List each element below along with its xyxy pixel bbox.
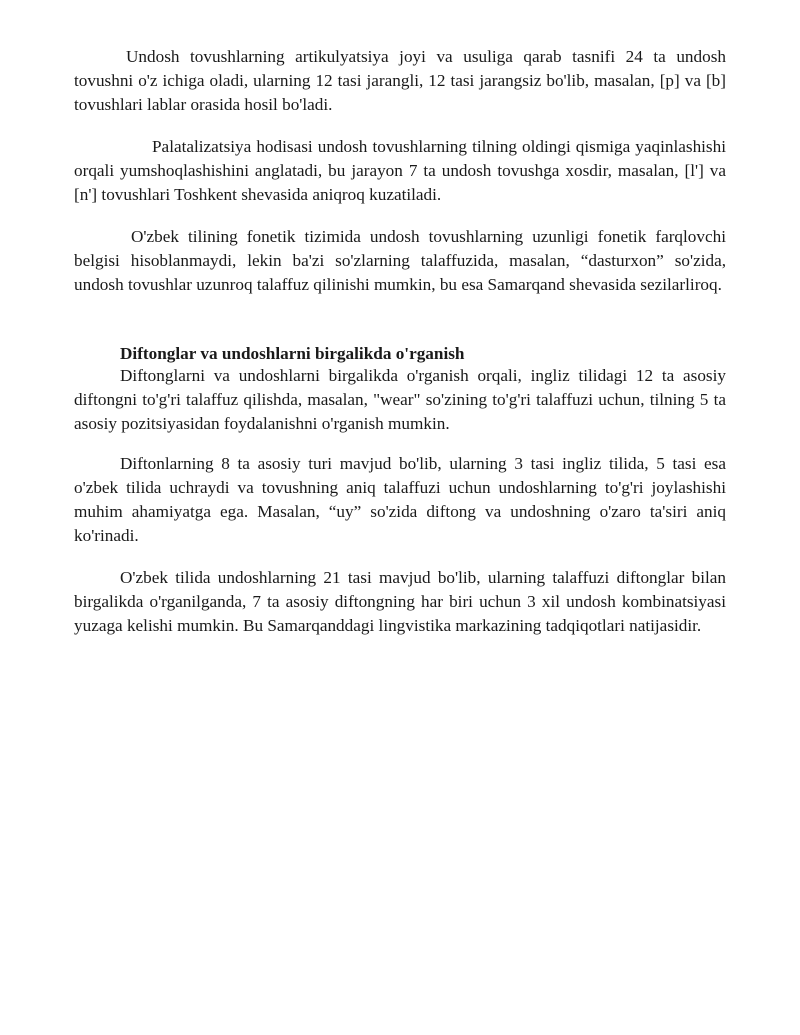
paragraph-consonant-classification: Undosh tovushlarning artikulyatsiya joyi va usuliga qarab tasnifi 24 ta undosh tovushni o'z ichiga oladi, ularning 12 tasi jarangli, 12 tasi jarangsiz bo'lib, masalan, [p] va [b] tovushlari lablar orasida hosil bo'ladi. <box>74 47 726 114</box>
paragraph-diphthong-types: Diftonlarning 8 ta asosiy turi mavjud bo'lib, ularning 3 tasi ingliz tilida, 5 tasi esa o'zbek tilida uchraydi va tovushning aniq talaffuzi uchun undoshlarning to'g'ri joylashishi muhim ahamiyatga ega. Masalan, “uy” so'zida diftong va undoshning o'zaro ta'siri aniq ko'rinadi. <box>74 454 726 545</box>
paragraph-palatalization: Palatalizatsiya hodisasi undosh tovushlarning tilning oldingi qismiga yaqinlashishi orqali yumshoqlashishini anglatadi, bu jarayon 7 ta undosh tovushga xosdir, masalan, [l'] va [n'] tovushlari Toshkent shevasida aniqroq kuzatiladi. <box>74 137 726 204</box>
paragraph-consonant-length: O'zbek tilining fonetik tizimida undosh tovushlarning uzunligi fonetik farqlovchi belgisi hisoblanmaydi, lekin ba'zi so'zlarning talaffuzida, masalan, “dasturxon” so'zida, undosh tovushlar uzunroq talaffuz qilinishi mumkin, bu esa Samarqand shevasida sezilarliroq. <box>74 227 726 294</box>
paragraph-diphthongs-english: Diftonglarni va undoshlarni birgalikda o'rganish orqali, ingliz tilidagi 12 ta asosiy diftongni to'g'ri talaffuz qilishda, masalan, "wear" so'zining to'g'ri talaffuzi uchun, tilning 5 ta asosiy pozitsiyasidan foydalanishni o'rganish mumkin. <box>74 366 726 433</box>
section-heading: Diftonglar va undoshlarni birgalikda o'rganish <box>120 344 465 363</box>
paragraph-uzbek-consonants: O'zbek tilida undoshlarning 21 tasi mavjud bo'lib, ularning talaffuzi diftonglar bilan birgalikda o'rganilganda, 7 ta asosiy diftongning har biri uchun 3 xil undosh kombinatsiyasi yuzaga kelishi mumkin. Bu Samarqanddagi lingvistika markazining tadqiqotlari natijasidir. <box>74 568 726 635</box>
